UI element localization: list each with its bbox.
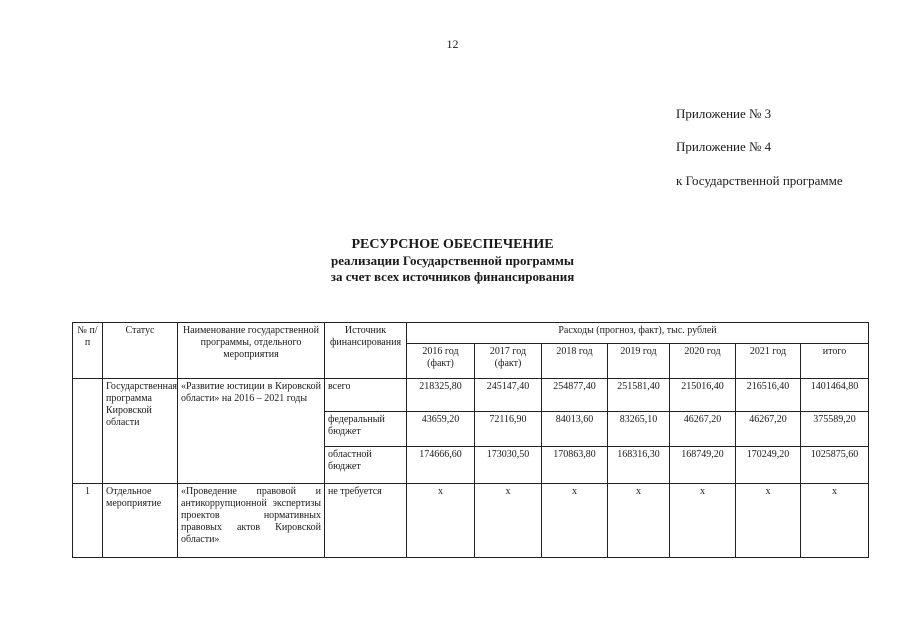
value-cell: 83265,10	[608, 412, 670, 447]
value-cell: 84013,60	[542, 412, 608, 447]
header-status: Статус	[103, 323, 178, 379]
source-cell: областной бюджет	[325, 447, 407, 484]
appendix-line-3: к Государственной программе	[676, 173, 843, 188]
value-cell: 168316,30	[608, 447, 670, 484]
header-total: итого	[801, 344, 869, 379]
header-year: 2018 год	[542, 344, 608, 379]
value-cell: х	[407, 484, 475, 558]
header-year: 2017 год (факт)	[475, 344, 542, 379]
total-cell: 375589,20	[801, 412, 869, 447]
title-sub-2: за счет всех источников финансирования	[330, 269, 575, 284]
measure-num: 1	[73, 484, 103, 558]
program-status: Государственная программа Кировской области	[103, 379, 178, 484]
header-num: № п/п	[73, 323, 103, 379]
value-cell: 173030,50	[475, 447, 542, 484]
table-row	[73, 484, 869, 558]
value-cell: 43659,20	[407, 412, 475, 447]
value-cell: 174666,60	[407, 447, 475, 484]
value-cell: х	[736, 484, 801, 558]
resource-table	[72, 322, 869, 558]
value-cell: 72116,90	[475, 412, 542, 447]
value-cell: 218325,80	[407, 379, 475, 412]
header-year: 2020 год	[670, 344, 736, 379]
header-source: Источник финансирования	[325, 323, 407, 379]
header-year: 2016 год (факт)	[407, 344, 475, 379]
header-row-top	[73, 323, 869, 344]
value-cell: 170249,20	[736, 447, 801, 484]
measure-name: «Проведение правовой и антикоррупционной экспертизы проектов нормативных правовых актов Кировской области»	[178, 484, 325, 558]
value-cell: 170863,80	[542, 447, 608, 484]
value-cell: 245147,40	[475, 379, 542, 412]
table-row	[73, 379, 869, 412]
measure-status: Отдельное мероприятие	[103, 484, 178, 558]
value-cell: 251581,40	[608, 379, 670, 412]
total-cell: х	[801, 484, 869, 558]
value-cell: 46267,20	[670, 412, 736, 447]
title-sub-1: реализации Государственной программы	[331, 253, 574, 268]
appendix-line-1: Приложение № 3	[676, 106, 772, 121]
value-cell: 216516,40	[736, 379, 801, 412]
total-cell: 1401464,80	[801, 379, 869, 412]
appendix-line-2: Приложение № 4	[676, 139, 772, 154]
value-cell: х	[670, 484, 736, 558]
header-expenses: Расходы (прогноз, факт), тыс. рублей	[407, 323, 869, 344]
source-cell: всего	[325, 379, 407, 412]
program-name: «Развитие юстиции в Кировской области» на 2016 – 2021 годы	[178, 379, 325, 484]
value-cell: 215016,40	[670, 379, 736, 412]
total-cell: 1025875,60	[801, 447, 869, 484]
value-cell: х	[608, 484, 670, 558]
header-name: Наименование государственной программы, отдельного мероприятия	[178, 323, 325, 379]
value-cell: х	[475, 484, 542, 558]
source-cell: федеральный бюджет	[325, 412, 407, 447]
page-number: 12	[446, 37, 459, 51]
document-title	[0, 236, 905, 285]
title-main: РЕСУРСНОЕ ОБЕСПЕЧЕНИЕ	[351, 237, 554, 252]
value-cell: 168749,20	[670, 447, 736, 484]
header-year: 2019 год	[608, 344, 670, 379]
header-year: 2021 год	[736, 344, 801, 379]
value-cell: х	[542, 484, 608, 558]
value-cell: 254877,40	[542, 379, 608, 412]
source-cell: не требуется	[325, 484, 407, 558]
program-num	[73, 379, 103, 484]
value-cell: 46267,20	[736, 412, 801, 447]
